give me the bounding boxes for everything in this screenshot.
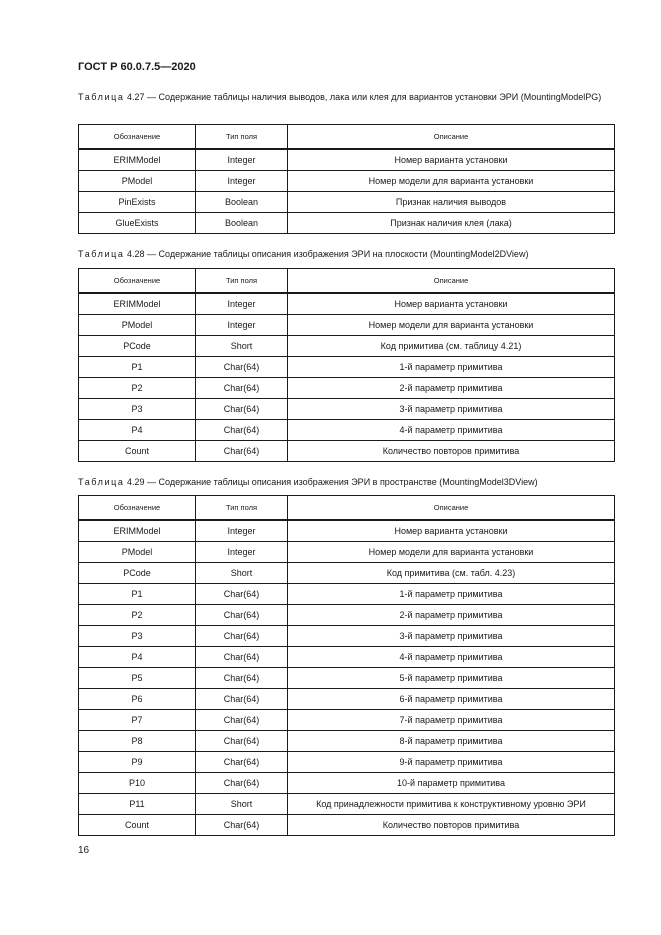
cell-field-type: Char(64) <box>196 357 288 378</box>
cell-field-type: Char(64) <box>196 815 288 836</box>
cell-field-type: Char(64) <box>196 441 288 462</box>
caption-text: 4.29 — Содержание таблицы описания изображения ЭРИ в пространстве (MountingModel3DView) <box>127 477 538 487</box>
cell-designation: PModel <box>79 542 196 563</box>
cell-field-type: Boolean <box>196 192 288 213</box>
page-number: 16 <box>78 845 90 856</box>
cell-field-type: Integer <box>196 542 288 563</box>
cell-designation: P8 <box>79 731 196 752</box>
document-header: ГОСТ Р 60.0.7.5—2020 <box>78 61 196 73</box>
cell-description: Номер модели для варианта установки <box>288 315 615 336</box>
cell-description: 3-й параметр примитива <box>288 399 615 420</box>
column-header-designation: Обозначение <box>79 125 196 150</box>
table-4-28 <box>78 268 615 462</box>
cell-field-type: Integer <box>196 520 288 542</box>
cell-description: 6-й параметр примитива <box>288 689 615 710</box>
cell-field-type: Integer <box>196 171 288 192</box>
table-row <box>79 773 615 794</box>
cell-description: 9-й параметр примитива <box>288 752 615 773</box>
table-4-27 <box>78 124 615 234</box>
cell-description: Код принадлежности примитива к конструктивному уровню ЭРИ <box>288 794 615 815</box>
table-row <box>79 399 615 420</box>
cell-description: 10-й параметр примитива <box>288 773 615 794</box>
cell-field-type: Char(64) <box>196 626 288 647</box>
column-header-description: Описание <box>288 496 615 521</box>
cell-field-type: Short <box>196 794 288 815</box>
cell-field-type: Boolean <box>196 213 288 234</box>
cell-designation: ERIMModel <box>79 293 196 315</box>
table-row <box>79 542 615 563</box>
cell-designation: PinExists <box>79 192 196 213</box>
cell-designation: PCode <box>79 563 196 584</box>
column-header-designation: Обозначение <box>79 496 196 521</box>
cell-designation: ERIMModel <box>79 149 196 171</box>
cell-designation: P1 <box>79 357 196 378</box>
cell-field-type: Char(64) <box>196 420 288 441</box>
cell-field-type: Char(64) <box>196 668 288 689</box>
table-row <box>79 171 615 192</box>
table-row <box>79 563 615 584</box>
cell-description: 8-й параметр примитива <box>288 731 615 752</box>
cell-field-type: Integer <box>196 293 288 315</box>
table-row <box>79 520 615 542</box>
cell-description: 4-й параметр примитива <box>288 420 615 441</box>
table-row <box>79 689 615 710</box>
cell-description: Количество повторов примитива <box>288 441 615 462</box>
table-row <box>79 149 615 171</box>
table-row <box>79 378 615 399</box>
cell-field-type: Char(64) <box>196 731 288 752</box>
table-row <box>79 647 615 668</box>
cell-designation: ERIMModel <box>79 520 196 542</box>
cell-description: 1-й параметр примитива <box>288 584 615 605</box>
column-header-designation: Обозначение <box>79 269 196 294</box>
table-row <box>79 293 615 315</box>
caption-label: Таблица <box>78 477 125 487</box>
table-4-27-caption <box>78 91 614 103</box>
cell-description: Номер варианта установки <box>288 520 615 542</box>
table-row <box>79 336 615 357</box>
caption-label: Таблица <box>78 92 125 102</box>
cell-field-type: Integer <box>196 149 288 171</box>
cell-description: Номер варианта установки <box>288 149 615 171</box>
table-row <box>79 752 615 773</box>
table-row <box>79 192 615 213</box>
cell-description: Номер модели для варианта установки <box>288 542 615 563</box>
table-row <box>79 605 615 626</box>
cell-field-type: Char(64) <box>196 584 288 605</box>
cell-field-type: Short <box>196 563 288 584</box>
caption-label: Таблица <box>78 249 125 259</box>
table-row <box>79 584 615 605</box>
table-row <box>79 441 615 462</box>
cell-description: Код примитива (см. таблицу 4.21) <box>288 336 615 357</box>
cell-field-type: Integer <box>196 315 288 336</box>
cell-field-type: Char(64) <box>196 710 288 731</box>
caption-text: 4.28 — Содержание таблицы описания изображения ЭРИ на плоскости (MountingModel2DView) <box>127 249 529 259</box>
column-header-description: Описание <box>288 269 615 294</box>
cell-field-type: Char(64) <box>196 689 288 710</box>
cell-field-type: Char(64) <box>196 752 288 773</box>
table-row <box>79 626 615 647</box>
cell-description: Признак наличия клея (лака) <box>288 213 615 234</box>
cell-field-type: Char(64) <box>196 647 288 668</box>
column-header-field-type: Тип поля <box>196 496 288 521</box>
cell-description: 2-й параметр примитива <box>288 378 615 399</box>
table-row <box>79 420 615 441</box>
table-row <box>79 315 615 336</box>
cell-description: 5-й параметр примитива <box>288 668 615 689</box>
cell-designation: P5 <box>79 668 196 689</box>
cell-description: 4-й параметр примитива <box>288 647 615 668</box>
cell-designation: P4 <box>79 420 196 441</box>
cell-designation: P2 <box>79 605 196 626</box>
cell-field-type: Char(64) <box>196 399 288 420</box>
table-row <box>79 213 615 234</box>
table-row <box>79 815 615 836</box>
cell-description: Код примитива (см. табл. 4.23) <box>288 563 615 584</box>
cell-designation: P3 <box>79 399 196 420</box>
cell-designation: P11 <box>79 794 196 815</box>
cell-designation: P2 <box>79 378 196 399</box>
table-row <box>79 357 615 378</box>
cell-field-type: Char(64) <box>196 605 288 626</box>
cell-designation: GlueExists <box>79 213 196 234</box>
column-header-description: Описание <box>288 125 615 150</box>
cell-designation: P7 <box>79 710 196 731</box>
cell-description: 2-й параметр примитива <box>288 605 615 626</box>
table-4-29-caption <box>78 476 614 488</box>
cell-field-type: Char(64) <box>196 773 288 794</box>
cell-designation: PModel <box>79 171 196 192</box>
table-row <box>79 794 615 815</box>
table-row <box>79 710 615 731</box>
cell-description: 3-й параметр примитива <box>288 626 615 647</box>
cell-description: Признак наличия выводов <box>288 192 615 213</box>
column-header-field-type: Тип поля <box>196 125 288 150</box>
cell-designation: Count <box>79 815 196 836</box>
cell-designation: P6 <box>79 689 196 710</box>
table-4-28-caption <box>78 248 614 260</box>
table-row <box>79 668 615 689</box>
cell-designation: Count <box>79 441 196 462</box>
cell-designation: P4 <box>79 647 196 668</box>
cell-designation: P9 <box>79 752 196 773</box>
table-4-29 <box>78 495 615 836</box>
cell-field-type: Short <box>196 336 288 357</box>
cell-designation: PModel <box>79 315 196 336</box>
caption-text: 4.27 — Содержание таблицы наличия выводов, лака или клея для вариантов установки ЭРИ (MountingModelPG) <box>127 92 602 102</box>
cell-designation: PCode <box>79 336 196 357</box>
cell-description: Номер модели для варианта установки <box>288 171 615 192</box>
cell-description: 1-й параметр примитива <box>288 357 615 378</box>
cell-designation: P10 <box>79 773 196 794</box>
cell-designation: P1 <box>79 584 196 605</box>
cell-field-type: Char(64) <box>196 378 288 399</box>
cell-designation: P3 <box>79 626 196 647</box>
column-header-field-type: Тип поля <box>196 269 288 294</box>
cell-description: 7-й параметр примитива <box>288 710 615 731</box>
table-row <box>79 731 615 752</box>
cell-description: Номер варианта установки <box>288 293 615 315</box>
cell-description: Количество повторов примитива <box>288 815 615 836</box>
